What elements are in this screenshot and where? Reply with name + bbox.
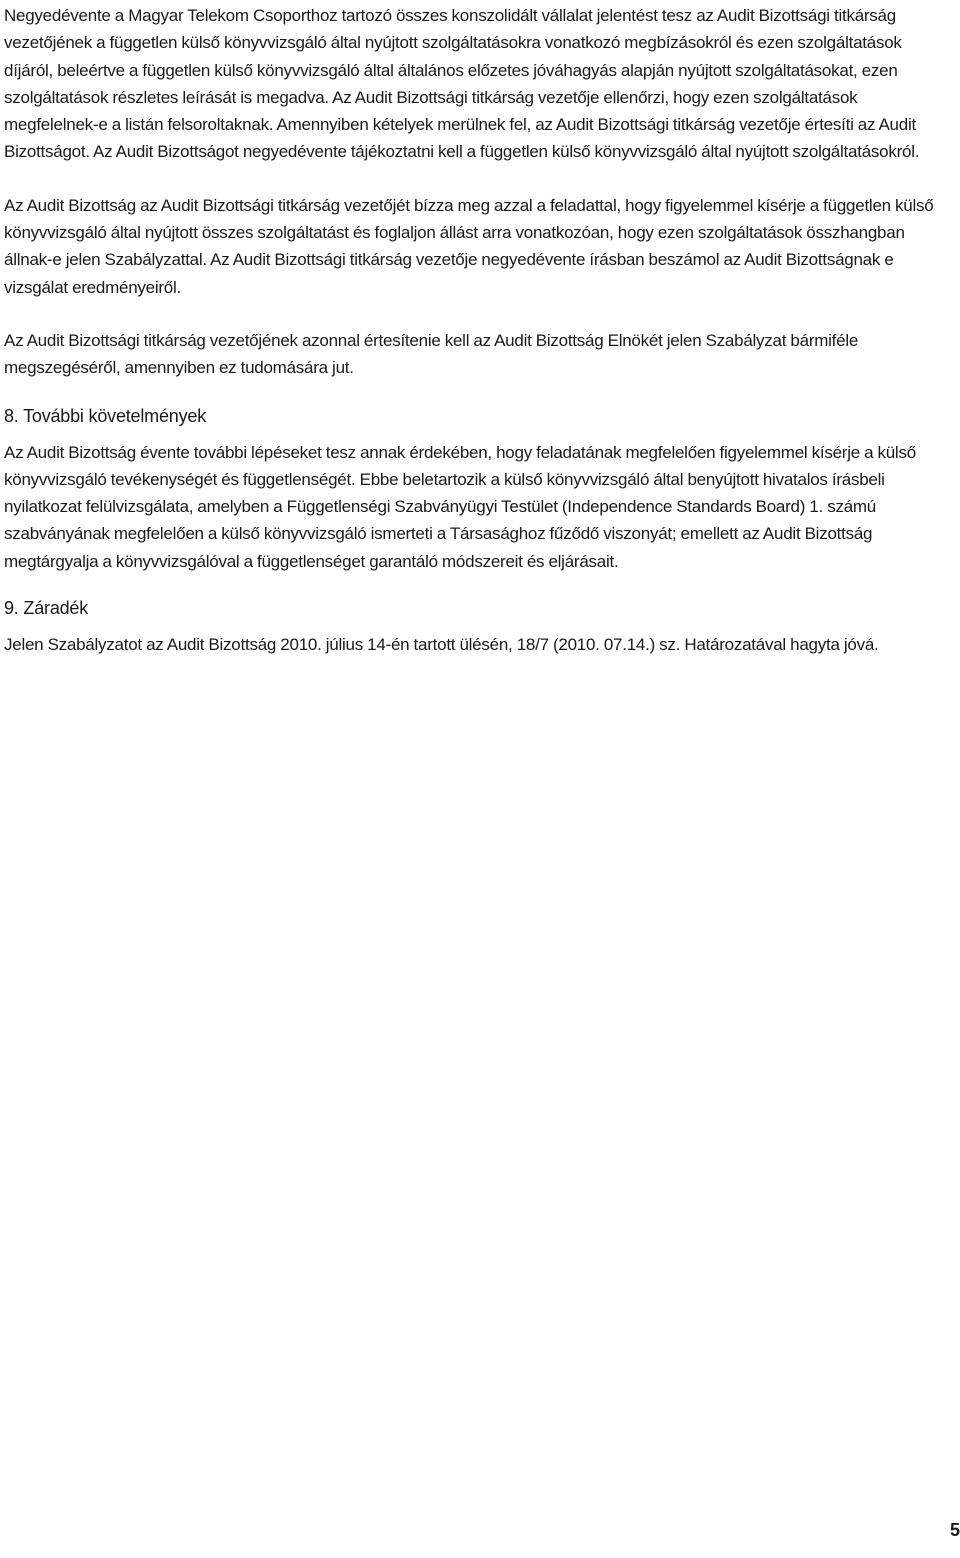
section-9-body: Jelen Szabályzatot az Audit Bizottság 2010. július 14-én tartott ülésén, 18/7 (2010. 07.14.) sz. Határozatával hagyta jóvá. xyxy=(4,635,879,655)
paragraph-breach-notification: Az Audit Bizottsági titkárság vezetőjének azonnal értesítenie kell az Audit Bizottság Elnökét jelen Szabályzat bármiféle megszegéséről, amennyiben ez tudomására jut. xyxy=(4,330,859,378)
page-number: 5 xyxy=(949,1520,960,1540)
document-page xyxy=(4,2,954,658)
paragraph-monitoring: Az Audit Bizottság az Audit Bizottsági titkárság vezetőjét bízza meg azzal a feladattal, hogy figyelemmel kísérje a független külső könyvvizsgáló által nyújtott összes szolgáltatást és foglaljon állást arra vonatkozóan, hogy ezen szolgáltatások összhangban állnak-e jelen Szabályzattal. Az Audit Bizottsági titkárság vezetője negyedévente írásban beszámol az Audit Bizottságnak e vizsgálat eredményeiről. xyxy=(4,195,934,297)
section-8-heading: 8. További követelmények xyxy=(4,405,206,426)
section-8-body: Az Audit Bizottság évente további lépéseket tesz annak érdekében, hogy feladatának megfelelően figyelemmel kísérje a külső könyvvizsgáló tevékenységét és függetlenségét. Ebbe beletartozik a külső könyvvizsgáló által benyújtott hivatalos írásbeli nyilatkozat felülvizsgálata, amelyben a Függetlenségi Szabványügyi Testület (Independence Standards Board) 1. számú szabványának megfelelően a külső könyvvizsgáló ismerteti a Társasághoz fűződő viszonyát; emellett az Audit Bizottság megtárgyalja a könyvvizsgálóval a függetlenséget garantáló módszereit és eljárásait. xyxy=(4,442,916,571)
paragraph-quarterly-report: Negyedévente a Magyar Telekom Csoporthoz tartozó összes konszolidált vállalat jelentést tesz az Audit Bizottsági titkárság vezetőjének a független külső könyvvizsgáló által nyújtott szolgáltatásokra vonatkozó megbízásokról és ezen szolgáltatások díjáról, beleértve a független külső könyvvizsgáló által általános előzetes jóváhagyás alapján nyújtott szolgáltatásokat, ezen szolgáltatások részletes leírását is megadva. Az Audit Bizottsági titkárság vezetője ellenőrzi, hogy ezen szolgáltatások megfelelnek-e a listán felsoroltaknak. Amennyiben kételyek merülnek fel, az Audit Bizottsági titkárság vezetője értesíti az Audit Bizottságot. Az Audit Bizottságot negyedévente tájékoztatni kell a független külső könyvvizsgáló által nyújtott szolgáltatásokról. xyxy=(4,6,920,162)
section-9-heading: 9. Záradék xyxy=(4,598,89,619)
